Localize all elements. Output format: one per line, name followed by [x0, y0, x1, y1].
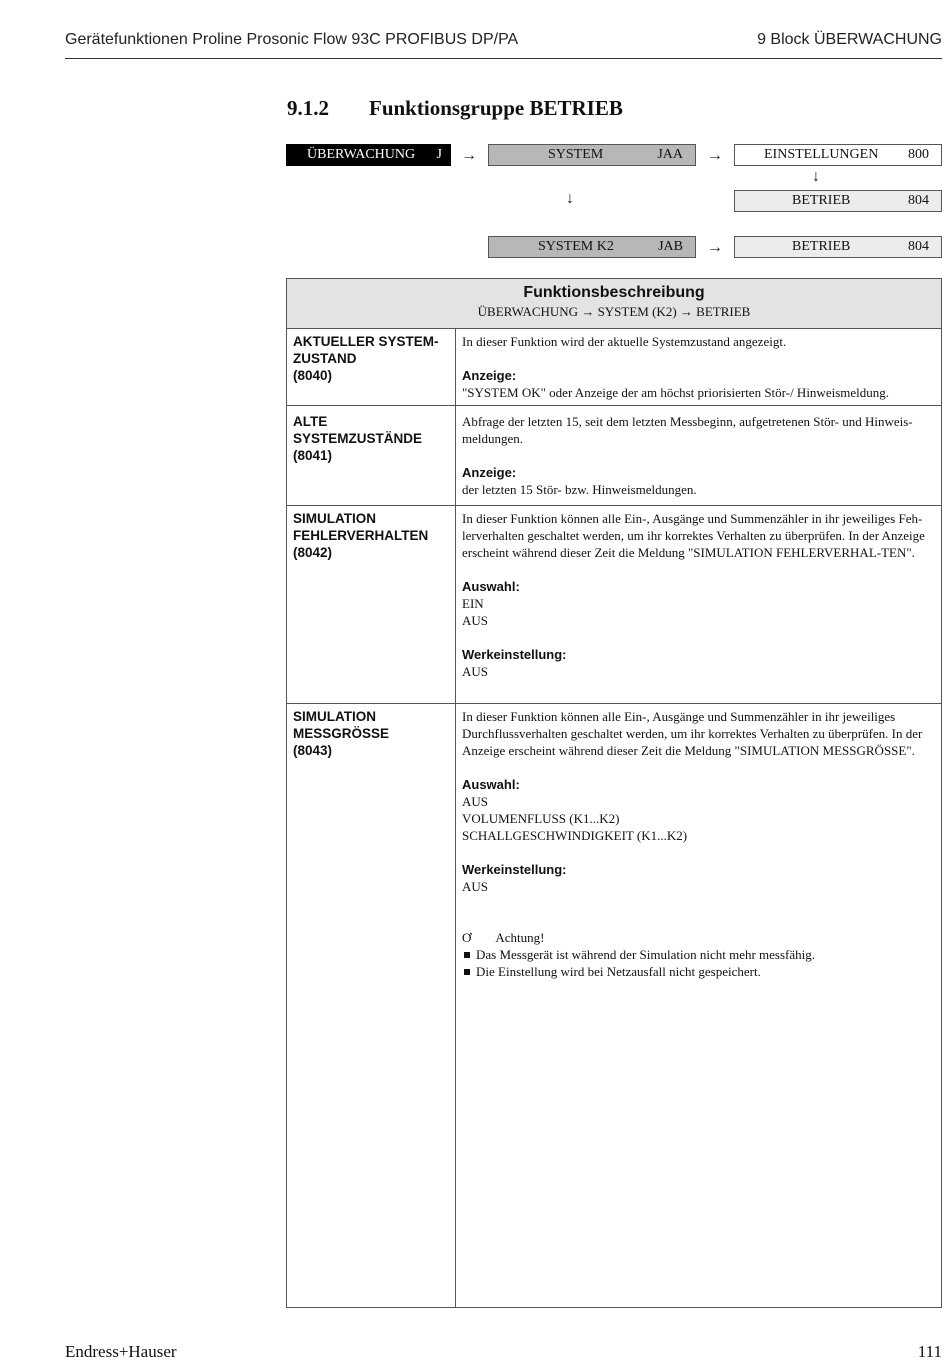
column-divider [455, 328, 456, 1307]
group-label: SYSTEM [548, 147, 604, 162]
function-name-line: AKTUELLER SYSTEM- [293, 334, 439, 349]
function-name-line: FEHLERVERHALTEN [293, 528, 429, 543]
function-code: (8042) [293, 545, 333, 560]
desc-option: AUS [462, 794, 489, 809]
row-divider [287, 703, 941, 704]
function-name-line: SIMULATION [293, 709, 376, 724]
function-code: (8040) [293, 368, 333, 383]
desc-intro: In dieser Funktion wird der aktuelle Systemzustand angezeigt. [462, 334, 787, 349]
arrow-right-icon: → [461, 147, 477, 164]
function-desc-8041 [462, 413, 938, 498]
caution-title: Achtung! [495, 930, 545, 945]
function-name-8042 [293, 510, 453, 561]
desc-option: SCHALLGESCHWINDIGKEIT (K1...K2) [462, 828, 688, 843]
arrow-right-icon: → [707, 147, 723, 164]
desc-label: Anzeige: [462, 368, 517, 383]
footer-brand: Endress+Hauser [65, 1342, 177, 1361]
block-label: ÜBERWACHUNG [307, 147, 416, 162]
desc-label: Auswahl: [462, 777, 520, 792]
group-code: JAB [658, 239, 683, 254]
function-desc-8040 [462, 333, 938, 401]
table-title: Funktionsbeschreibung [523, 284, 705, 301]
function-name-line: SIMULATION [293, 511, 376, 526]
section-title [287, 96, 623, 121]
group-box-system-k2 [488, 236, 696, 258]
desc-intro: Abfrage der letzten 15, seit dem letzten Messbeginn, aufgetretenen Stör- und Hinweis-meldungen. [462, 414, 913, 446]
desc-default: AUS [462, 664, 489, 679]
arrow-down-icon: ↓ [812, 168, 820, 185]
function-name-line: ALTE SYSTEMZUSTÄNDE [293, 414, 423, 446]
desc-label: Anzeige: [462, 465, 517, 480]
group-label: SYSTEM K2 [538, 239, 614, 254]
group-box-system [488, 144, 696, 166]
function-desc-8042 [462, 510, 938, 680]
table-header [287, 279, 941, 329]
row-divider [287, 405, 941, 406]
list-item: Das Messgerät ist während der Simulation nicht mehr messfähig. [462, 946, 938, 963]
function-description-table [286, 278, 942, 1308]
function-name-8043 [293, 708, 453, 759]
list-item: Die Einstellung wird bei Netzausfall nicht gespeichert. [462, 963, 938, 980]
table-path: ÜBERWACHUNG → SYSTEM (K2) → BETRIEB [477, 304, 751, 319]
group-code: JAA [657, 147, 683, 162]
section-number: 9.1.2 [287, 96, 329, 120]
arrow-right-icon: → [707, 239, 723, 256]
function-label: BETRIEB [792, 193, 851, 208]
function-code: 804 [908, 239, 929, 254]
caution-note [462, 929, 938, 946]
function-box-einstellungen [734, 144, 942, 166]
function-box-betrieb [734, 190, 942, 212]
desc-value: der letzten 15 Stör- bzw. Hinweismeldungen. [462, 482, 697, 497]
block-box-ueberwachung [286, 144, 451, 166]
arrow-down-icon: ↓ [566, 190, 574, 207]
header-rule [65, 58, 942, 59]
desc-option: VOLUMENFLUSS (K1...K2) [462, 811, 620, 826]
desc-intro: In dieser Funktion können alle Ein-, Ausgänge und Summenzähler in ihr jeweiliges Durchflussverhalten geschaltet werden, um ihr korrektes Verhalten zu überprüfen. In der Anzeige erscheint während dieser Zeit die Meldung "SIMULATION MESSGRÖSSE". [462, 709, 923, 758]
desc-option: EIN [462, 596, 484, 611]
page-number: 111 [917, 1342, 942, 1361]
header-left: Gerätefunktionen Proline Prosonic Flow 93C PROFIBUS DP/PA [65, 31, 519, 48]
desc-value: "SYSTEM OK" oder Anzeige der am höchst priorisierten Stör-/ Hinweismeldung. [462, 385, 890, 400]
caution-icon: Ơ [462, 930, 472, 945]
function-name-8041 [293, 413, 453, 464]
function-code: (8043) [293, 743, 333, 758]
desc-label: Auswahl: [462, 579, 520, 594]
header-right: 9 Block ÜBERWACHUNG [757, 31, 942, 48]
function-name-line: MESSGRÖSSE [293, 726, 390, 741]
function-code: 804 [908, 193, 929, 208]
function-name-8040 [293, 333, 453, 384]
function-desc-8043 [462, 708, 938, 980]
desc-default: AUS [462, 879, 489, 894]
block-code: J [436, 147, 442, 162]
function-label: EINSTELLUNGEN [764, 147, 879, 162]
row-divider [287, 505, 941, 506]
section-title-text: Funktionsgruppe BETRIEB [369, 96, 623, 120]
caution-list [462, 946, 938, 980]
desc-label: Werkeinstellung: [462, 647, 567, 662]
function-name-line: ZUSTAND [293, 351, 357, 366]
desc-label: Werkeinstellung: [462, 862, 567, 877]
function-code: (8041) [293, 448, 333, 463]
desc-intro: In dieser Funktion können alle Ein-, Ausgänge und Summenzähler in ihr jeweiliges Feh-lerverhalten geschaltet werden, um ihr korrektes Verhalten zu überprüfen. In der Anzeige erscheint während dieser Zeit die Meldung "SIMULATION FEHLERVERHAL-TEN". [462, 511, 925, 560]
desc-option: AUS [462, 613, 489, 628]
function-label: BETRIEB [792, 239, 851, 254]
function-code: 800 [908, 147, 929, 162]
function-box-betrieb-k2 [734, 236, 942, 258]
